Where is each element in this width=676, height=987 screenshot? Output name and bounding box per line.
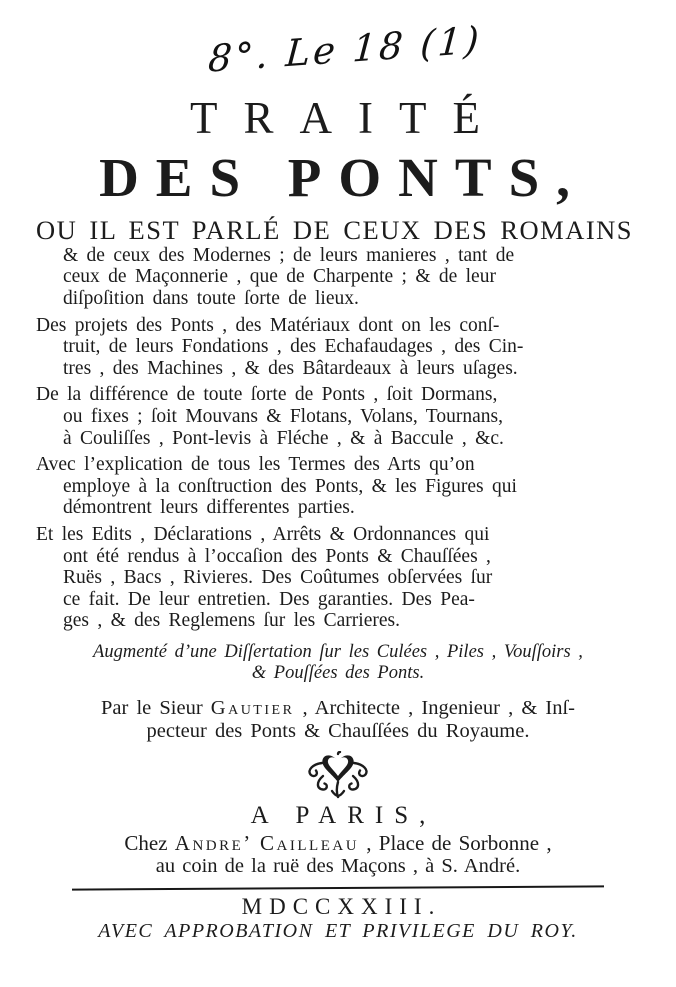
argument-block [36,217,642,632]
argument-heading-line: & de ceux des Modernes ; de leurs manieres , tant de [63,244,515,266]
argument-heading-line: ceux de Maçonnerie , que de Charpente ; & de leur [63,266,496,288]
imprint-chez-suffix: , Place de Sorbonne , [366,831,552,856]
ornament-row [0,751,676,801]
handwritten-shelfmark: 8°. Le 18 (1) [206,18,484,81]
book-title-line2: DES PONTS, [99,147,587,208]
imprint-year: MDCCXXIII. [241,894,442,920]
publisher-last-name: Cailleau [260,831,360,856]
augment-line1: Augmenté d’une Diſſertation ſur les Culées , Piles , Vouſſoirs , [93,641,583,662]
argument-line: ou fixes ; ſoit Mouvans & Flotans, Volans, Tournans, [63,405,503,427]
argument-line: démontrent leurs differentes parties. [63,497,355,519]
argument-line: truit, de leurs Fondations , des Echafaudages , des Cin- [63,336,524,358]
argument-heading-line: diſpoſition dans toute ſorte de lieux. [63,288,359,309]
argument-paragraph [36,454,642,519]
author-name: Gautier [210,696,295,719]
author-line2: pecteur des Ponts & Chauſſées du Royaume. [146,719,530,742]
argument-line: à Couliſſes , Pont-levis à Fléche , & à Baccule , &c. [63,427,504,449]
author-prefix: Par le Sieur [101,696,203,719]
argument-line: Ruës , Bacs , Rivieres. Des Coûtumes obſervées ſur [63,567,493,589]
privilege-statement: AVEC APPROBATION ET PRIVILEGE DU ROY. [98,920,578,943]
argument-line: Et les Edits , Déclarations , Arrêts & Ordonnances qui [36,523,490,545]
argument-line: ges , & des Reglemens ſur les Carrieres. [63,610,400,632]
imprint-chez-prefix: Chez [124,831,168,856]
imprint-address: au coin de la ruë des Maçons , à S. André. [155,855,521,878]
argument-heading: OU IL EST PARLÉ DE CEUX DES ROMAINS [36,215,634,245]
floral-heart-fleuron-icon [304,751,372,799]
argument-line: tres , des Machines , & des Bâtardeaux à leurs uſages. [63,357,518,379]
argument-line: employe à la conſtruction des Ponts, & les Figures qui [63,475,517,497]
book-title-line1: TRAITÉ [190,93,506,143]
imprint-city: A PARIS, [250,801,437,829]
argument-line: De la différence de toute ſorte de Ponts , ſoit Dormans, [36,384,498,406]
author-line1 [0,697,676,720]
imprint-publisher-line [0,832,676,855]
argument-line: ce fait. De leur entretien. Des garanties. Des Pea- [63,588,475,610]
publisher-first-name: Andre’ [174,831,253,856]
argument-paragraph [36,524,642,632]
augment-line2: & Pouſſées des Ponts. [251,662,425,683]
author-statement [0,697,676,743]
argument-line: Des projets des Ponts , des Matériaux dont on les conſ- [36,314,500,336]
argument-line: ont été rendus à l’occaſion des Ponts & Chauſſées , [63,545,491,567]
argument-paragraph [36,384,642,449]
horizontal-rule [72,886,604,891]
argument-line: Avec l’explication de tous les Termes des Arts qu’on [36,454,475,476]
augment-note [0,642,676,684]
argument-paragraph [36,315,642,380]
author-suffix: , Architecte , Ingenieur , & Inſ- [302,696,575,719]
